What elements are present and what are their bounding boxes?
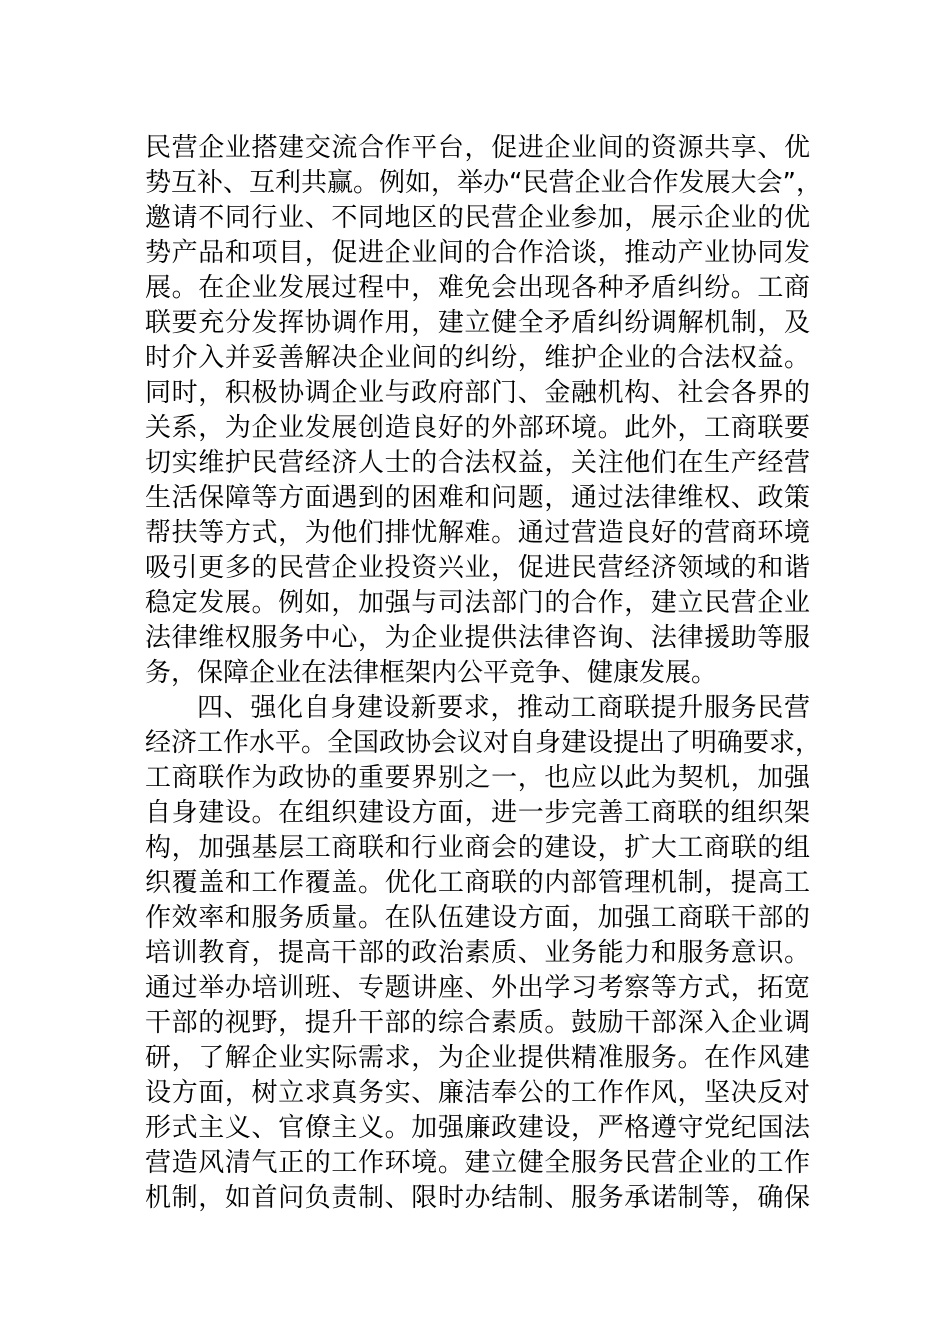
text-line: 势互补、互利共赢。例如，举办“民营企业合作发展大会”， bbox=[145, 168, 822, 198]
text-line: 培训教育，提高干部的政治素质、业务能力和服务意识。 bbox=[145, 938, 810, 968]
text-line: 构，加强基层工商联和行业商会的建设，扩大工商联的组 bbox=[145, 833, 810, 863]
text-line: 务，保障企业在法律框架内公平竞争、健康发展。 bbox=[145, 658, 718, 688]
text-line: 势产品和项目，促进企业间的合作洽谈，推动产业协同发 bbox=[145, 238, 810, 268]
text-line: 形式主义、官僚主义。加强廉政建设，严格遵守党纪国法 bbox=[145, 1113, 810, 1143]
text-line: 时介入并妥善解决企业间的纠纷，维护企业的合法权益。 bbox=[145, 343, 810, 373]
text-line: 吸引更多的民营企业投资兴业，促进民营经济领域的和谐 bbox=[145, 553, 810, 583]
text-line: 法律维权服务中心，为企业提供法律咨询、法律援助等服 bbox=[145, 623, 810, 653]
text-line: 研，了解企业实际需求，为企业提供精准服务。在作风建 bbox=[145, 1043, 810, 1073]
text-line: 自身建设。在组织建设方面，进一步完善工商联的组织架 bbox=[145, 798, 810, 828]
section-heading-line: 四、强化自身建设新要求，推动工商联提升服务民营 bbox=[197, 693, 810, 723]
text-line: 民营企业搭建交流合作平台，促进企业间的资源共享、优 bbox=[145, 133, 810, 163]
text-line: 同时，积极协调企业与政府部门、金融机构、社会各界的 bbox=[145, 378, 810, 408]
text-line: 机制，如首问负责制、限时办结制、服务承诺制等，确保 bbox=[145, 1183, 810, 1213]
text-line: 切实维护民营经济人士的合法权益，关注他们在生产经营 bbox=[145, 448, 810, 478]
text-line: 关系，为企业发展创造良好的外部环境。此外，工商联要 bbox=[145, 413, 810, 443]
text-line: 稳定发展。例如，加强与司法部门的合作，建立民营企业 bbox=[145, 588, 810, 618]
text-line: 织覆盖和工作覆盖。优化工商联的内部管理机制，提高工 bbox=[145, 868, 810, 898]
text-line: 生活保障等方面遇到的困难和问题，通过法律维权、政策 bbox=[145, 483, 810, 513]
text-line: 作效率和服务质量。在队伍建设方面，加强工商联干部的 bbox=[145, 903, 810, 933]
text-line: 营造风清气正的工作环境。建立健全服务民营企业的工作 bbox=[145, 1148, 810, 1178]
text-line: 展。在企业发展过程中，难免会出现各种矛盾纠纷。工商 bbox=[145, 273, 810, 303]
text-line: 工商联作为政协的重要界别之一，也应以此为契机，加强 bbox=[145, 763, 810, 793]
text-line: 联要充分发挥协调作用，建立健全矛盾纠纷调解机制，及 bbox=[145, 308, 810, 338]
text-line: 设方面，树立求真务实、廉洁奉公的工作作风，坚决反对 bbox=[145, 1078, 810, 1108]
text-line: 邀请不同行业、不同地区的民营企业参加，展示企业的优 bbox=[145, 203, 810, 233]
text-line: 干部的视野，提升干部的综合素质。鼓励干部深入企业调 bbox=[145, 1008, 810, 1038]
text-line: 通过举办培训班、专题讲座、外出学习考察等方式，拓宽 bbox=[145, 973, 810, 1003]
text-line: 帮扶等方式，为他们排忧解难。通过营造良好的营商环境 bbox=[145, 518, 810, 548]
text-line: 经济工作水平。全国政协会议对自身建设提出了明确要求， bbox=[145, 728, 822, 758]
